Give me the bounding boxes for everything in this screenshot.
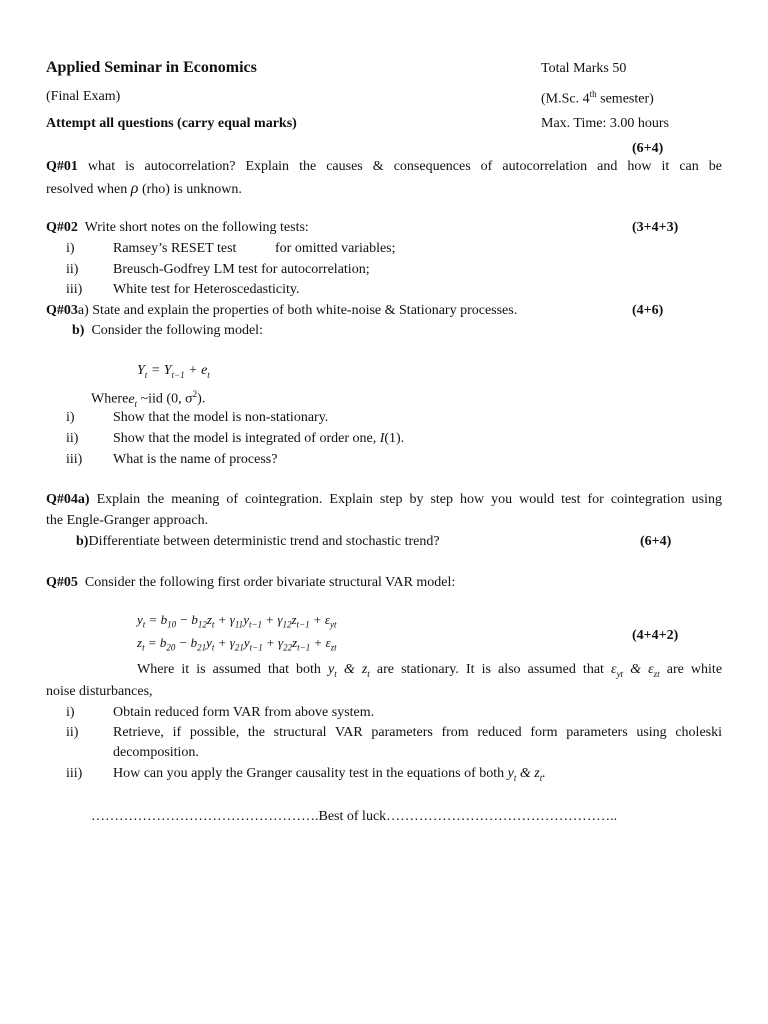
q5-item-3-line xyxy=(113,766,546,783)
q4-line2: the Engle-Granger approach. xyxy=(46,513,209,528)
q2-marks: (3+4+3) xyxy=(632,220,679,235)
q3-marks: (4+6) xyxy=(632,303,664,318)
eq-y: Y xyxy=(137,363,145,378)
q3-part-b: Consider the following model: xyxy=(91,323,263,338)
q5-item-3-text: How can you apply the Granger causality test in the equations of both xyxy=(113,766,505,781)
q5-assume-c: are white xyxy=(666,662,723,677)
q3-part-b-line xyxy=(72,323,263,339)
q5-item-1-num: i) xyxy=(66,705,75,720)
q3-item-2-text: Show that the model is integrated of order one, xyxy=(113,431,377,446)
q5-assume-b: are stationary. It is also assumed that xyxy=(376,662,604,677)
q5-text: Consider the following first order bivariate structural VAR model: xyxy=(84,575,456,590)
q3-where-line xyxy=(91,389,205,408)
error-term: $e_t$ xyxy=(128,391,138,409)
rho-symbol: ρ xyxy=(130,180,139,197)
q5-line xyxy=(46,575,455,591)
q3-item-1-num: i) xyxy=(66,410,75,425)
q4-line1 xyxy=(46,492,722,508)
exam-subtitle: (Final Exam) xyxy=(46,89,121,104)
q3-item-1-text: Show that the model is non-stationary. xyxy=(113,410,329,425)
integrated-label: I xyxy=(379,431,385,446)
q5-item-2-text2: decomposition. xyxy=(113,745,199,760)
q1-line2 xyxy=(46,180,242,198)
q3-part-a-line xyxy=(46,303,517,319)
closing-text: Best of luck xyxy=(318,809,387,824)
q5-item-1-text: Obtain reduced form VAR from above system. xyxy=(113,705,375,720)
q4-number: Q#04a) xyxy=(46,492,90,507)
q2-line xyxy=(46,220,309,236)
exam-title: Applied Seminar in Economics xyxy=(46,59,257,76)
q4-marks: (6+4) xyxy=(640,534,672,549)
q2-number: Q#02 xyxy=(46,220,78,235)
q3-part-a: a) State and explain the properties of both white-noise & Stationary processes. xyxy=(77,303,518,318)
q1-number: Q#01 xyxy=(46,159,78,174)
q5-assume-line2: noise disturbances, xyxy=(46,684,153,699)
q1-marks: (6+4) xyxy=(632,141,664,156)
q5-item-3-num: iii) xyxy=(66,766,83,781)
q2-item-2-text: Breusch-Godfrey LM test for autocorrelation; xyxy=(113,262,370,277)
q2-item-1-num: i) xyxy=(66,241,75,256)
sigma-exponent: 2 xyxy=(192,389,198,399)
q4-text: Explain the meaning of cointegration. Explain step by step how you would test for cointegration using xyxy=(96,492,723,507)
q5-assumption-line xyxy=(137,662,722,679)
q5-item-2-text: Retrieve, if possible, the structural VAR parameters from reduced form parameters using choleski xyxy=(113,725,722,740)
program-suffix: semester) xyxy=(596,91,654,107)
q2-item-2-num: ii) xyxy=(66,262,79,277)
q3-item-3-num: iii) xyxy=(66,452,83,467)
q2-text: Write short notes on the following tests: xyxy=(84,220,309,235)
q3-item-2-num: ii) xyxy=(66,431,79,446)
program-superscript: th xyxy=(589,89,597,99)
q2-item-3-num: iii) xyxy=(66,282,83,297)
dots-left: …………………………………………. xyxy=(91,809,319,824)
q4-part-b: Differentiate between deterministic trend and stochastic trend? xyxy=(88,534,440,549)
q1-line1 xyxy=(46,159,722,175)
q5-marks: (4+4+2) xyxy=(632,628,679,643)
q5-number: Q#05 xyxy=(46,575,78,590)
dots-right: ………………………………………….. xyxy=(386,809,618,824)
closing-line xyxy=(91,809,617,825)
granger-variables: $y_t$ & $z_t$. xyxy=(507,766,546,783)
q2-item-1-text: Ramsey’s RESET test xyxy=(113,241,237,256)
q5-item-2-num: ii) xyxy=(66,725,79,740)
q1-text-part-b: (rho) is unknown. xyxy=(141,182,242,197)
q3-item-2-line xyxy=(113,431,404,447)
program-semester xyxy=(541,89,654,108)
q3-where-rest: ~iid (0, σ xyxy=(137,391,193,407)
q1-text: what is autocorrelation? Explain the causes & consequences of autocorrelation and how it can be xyxy=(87,159,722,174)
total-marks: Total Marks 50 xyxy=(541,61,627,76)
instruction: Attempt all questions (carry equal marks) xyxy=(46,116,297,131)
q3-equation: $Y_t = Y_{t-1} + e_t$ xyxy=(137,363,210,380)
var-equation-1: $y_t = b_{10} - b_{12}z_t + \gamma_{11}y_{t-1} + \gamma_{12}z_{t-1} + \varepsilon_{yt}$ xyxy=(137,612,337,630)
q1-text-part-a: resolved when xyxy=(46,182,128,197)
var-equation-2: $z_t = b_{20} - b_{21}y_t + \gamma_{21}y_{t-1} + \gamma_{22}z_{t-1} + \varepsilon_{zt}$ xyxy=(137,635,337,653)
q3-where-end: ). xyxy=(197,391,206,407)
q3-where-label: Where xyxy=(91,391,129,407)
q4-part-b-line xyxy=(76,534,440,550)
q5-assume-a: Where it is assumed that both xyxy=(137,662,321,677)
error-terms: $\varepsilon_{yt}$ & $\varepsilon_{zt}$ xyxy=(611,662,660,679)
q3-item-3-text: What is the name of process? xyxy=(113,452,278,467)
q4-part-b-label: b) xyxy=(76,534,89,549)
program-prefix: (M.Sc. 4 xyxy=(541,91,590,107)
q3-part-b-label: b) xyxy=(72,323,85,338)
integrated-order: (1). xyxy=(384,431,405,446)
q2-item-1-extra: for omitted variables; xyxy=(275,241,396,256)
q2-item-3-text: White test for Heteroscedasticity. xyxy=(113,282,300,297)
max-time: Max. Time: 3.00 hours xyxy=(541,116,669,131)
q3-number: Q#03 xyxy=(46,303,78,318)
variables-yz: $y_t$ & $z_t$ xyxy=(328,662,370,679)
